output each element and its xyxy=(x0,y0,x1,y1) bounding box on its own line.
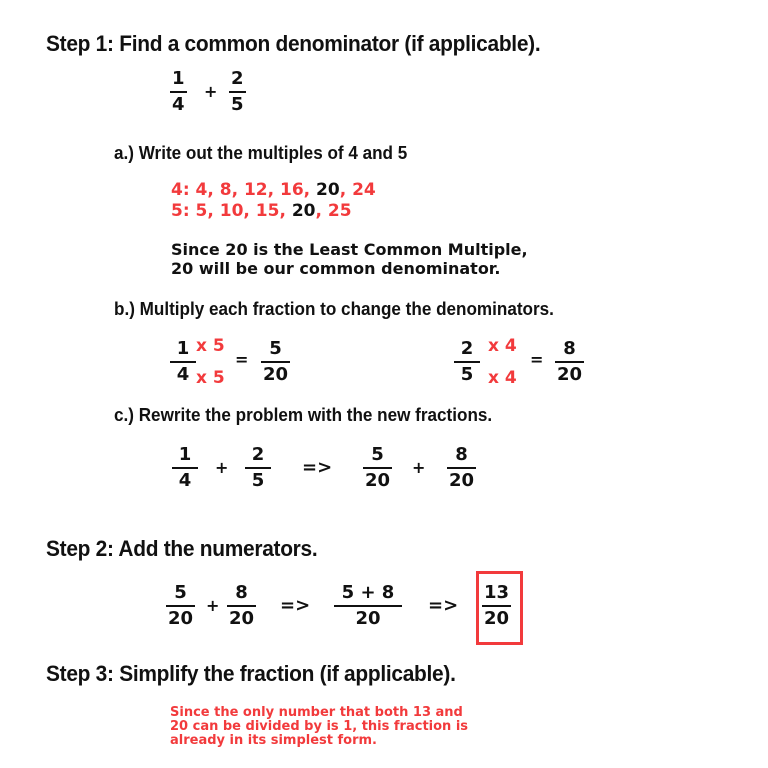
lcm-explanation-line2: 20 will be our common denominator. xyxy=(171,259,501,278)
plus-sign: + xyxy=(206,596,220,615)
fraction-bar xyxy=(166,605,195,607)
equals-sign: = xyxy=(530,350,544,369)
fraction-two-fifths: 2 5 xyxy=(231,68,244,115)
fraction-bar xyxy=(261,361,290,363)
fraction-five-twentieths: 5 20 xyxy=(263,338,289,385)
simplify-note-line1: Since the only number that both 13 and xyxy=(170,705,463,720)
lcm-explanation-line1: Since 20 is the Least Common Multiple, xyxy=(171,240,528,259)
fraction-eight-twentieths: 8 20 xyxy=(229,582,255,629)
implies-arrow-icon: => xyxy=(302,457,333,478)
step2-heading: Step 2: Add the numerators. xyxy=(46,536,318,561)
fraction-five-twentieths: 5 20 xyxy=(168,582,194,629)
implies-arrow-icon: => xyxy=(428,595,459,616)
fraction-one-fourth: 1 4 xyxy=(170,338,196,386)
plus-sign: + xyxy=(412,458,426,477)
equals-sign: = xyxy=(235,350,249,369)
fraction-bar xyxy=(170,91,187,93)
fraction-bar xyxy=(334,605,402,607)
multiplier-denominator: x 4 xyxy=(488,368,517,388)
fraction-bar xyxy=(447,467,476,469)
result-fraction: 13 20 xyxy=(484,582,510,629)
fraction-one-fourth: 1 4 xyxy=(172,68,185,115)
multiples-of-5: 5: 5, 10, 15, 20, 25 xyxy=(171,201,352,221)
fraction-bar xyxy=(245,467,271,469)
step3-heading: Step 3: Simplify the fraction (if applicable). xyxy=(46,661,456,686)
step1-heading: Step 1: Find a common denominator (if applicable). xyxy=(46,31,541,56)
simplify-note-line3: already in its simplest form. xyxy=(170,733,377,748)
step1a-label: a.) Write out the multiples of 4 and 5 xyxy=(114,143,408,163)
lcm-highlight: 20 xyxy=(316,180,340,200)
fraction-eight-twentieths: 8 20 xyxy=(449,444,475,491)
fraction-bar xyxy=(482,605,511,607)
multiplier-denominator: x 5 xyxy=(196,368,225,388)
fraction-five-twentieths: 5 20 xyxy=(365,444,391,491)
lcm-highlight: 20 xyxy=(291,201,316,221)
fraction-bar xyxy=(227,605,256,607)
step1c-label: c.) Rewrite the problem with the new fractions. xyxy=(114,405,493,425)
implies-arrow-icon: => xyxy=(280,595,311,616)
fraction-two-fifths: 2 5 xyxy=(245,444,271,492)
fraction-combined-numerator: 5 + 8 20 xyxy=(334,582,402,630)
fraction-bar xyxy=(229,91,246,93)
fraction-bar xyxy=(170,361,196,363)
plus-sign: + xyxy=(204,82,218,101)
multiples-of-4: 4: 4, 8, 12, 16, 20, 24 xyxy=(171,180,376,200)
fraction-bar xyxy=(363,467,392,469)
fraction-bar xyxy=(172,467,198,469)
plus-sign: + xyxy=(215,458,229,477)
multiplier-numerator: x 5 xyxy=(196,336,225,356)
fraction-eight-twentieths: 8 20 xyxy=(557,338,583,385)
fraction-bar xyxy=(555,361,584,363)
simplify-note-line2: 20 can be divided by is 1, this fraction is xyxy=(170,719,469,734)
multiplier-numerator: x 4 xyxy=(488,336,517,356)
step1b-label: b.) Multiply each fraction to change the denominators. xyxy=(114,299,554,319)
fraction-one-fourth: 1 4 xyxy=(172,444,198,492)
fraction-two-fifths: 2 5 xyxy=(454,338,480,386)
fraction-bar xyxy=(454,361,480,363)
